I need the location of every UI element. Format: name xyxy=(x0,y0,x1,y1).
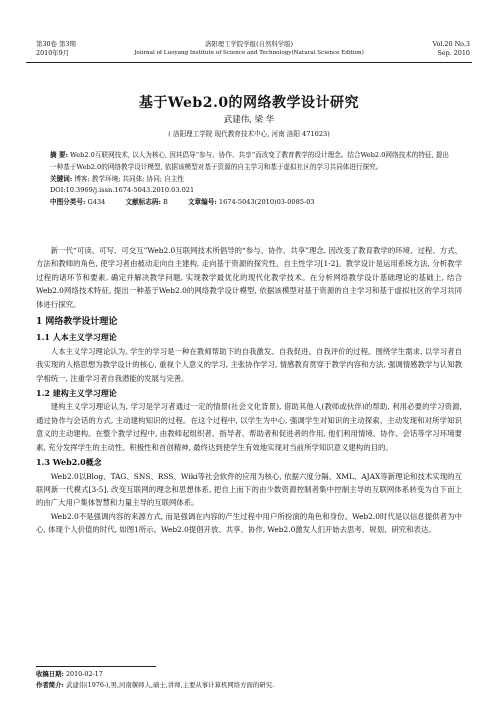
author-bio xyxy=(36,680,462,691)
paper-authors: 武建伟, 梁 华 xyxy=(223,115,275,125)
received-date xyxy=(36,669,462,680)
paragraph-1-2: 建构主义学习理论认为, 学习是学习者通过一定的情景(社会文化背景), 借助其他人(教师或伙伴)的帮助, 利用必要的学习资源, 通过协作与会话的方式, 主动建构知识的过程。在这个过程中, 以学生为中心, 强调学生对知识的主动探索、主动发现和对所学知识意义的主动建构。在整个教学过程中, 由教师起组织者、指导者、帮助者和促进者的作用, 他们利用情境、协作、会话等学习环境要素, 充分发挥学生的主动性、积极性和首创精神, 最终达到使学生有效地实现对当前所学知识意义建构的目的。 xyxy=(36,402,462,452)
article-no-value: 1674-5043(2010)03-0085-03 xyxy=(218,198,315,207)
section-heading-1-2: 1.2 建构主义学习理论 xyxy=(36,388,117,399)
bio-text: 武建伟(1976-),男,河南偃师人,硕士,讲师,主要从事计算机网络方面的研究. xyxy=(65,680,275,689)
abstract-block xyxy=(50,150,450,209)
volume-issue-en: Vol.20 No.3 xyxy=(432,40,470,48)
volume-issue: 第30卷 第3期 xyxy=(36,40,76,48)
article-no-label: 文章编号: xyxy=(187,198,217,207)
classification-row xyxy=(50,197,450,209)
received-label: 收稿日期: xyxy=(36,670,64,678)
header-rule xyxy=(26,62,472,63)
clc-label: 中图分类号: xyxy=(50,198,86,207)
footnote xyxy=(36,666,462,690)
abstract xyxy=(50,150,450,174)
journal-name-cn: 洛阳理工学院学报(自然科学版) xyxy=(204,40,294,48)
section-heading-1-3: 1.3 Web2.0概念 xyxy=(36,457,102,468)
intro-paragraph: 新一代“可读、可写、可交互”Web2.0互联网技术所倡导的“参与、协作、共享”理念, 因改变了教育教学的环境、过程、方式、方法和教师的角色, 使学习者由被动走向自主建构, 走向基于资源的探究性、自主性学习[1-2]。教学设计是运用系统方法, 分析教学过程的诸环节和要素, 确定并解决教学问题, 实现教学最优化的现代化教学技术。在分析网络教学设计基础理论的基础上, 结合Web2.0网络技术特征, 提出一种基于Web2.0的网络教学设计模型, 依据该模型对基于资源的自主学习和基于虚拟社区的学习共同体进行探究。 xyxy=(36,246,462,309)
paper-body xyxy=(36,244,462,537)
issue-date: 2010年9月 xyxy=(36,48,70,57)
paragraph-1-1: 人本主义学习理论认为, 学生的学习是一种在教师帮助下的自我激发、自我促进、自我评价的过程。围绕学生需求, 以学习者自我实现的人格思想为教学设计的核心, 重视个人意义的学习, 主张协作学习, 情感教育贯穿于教学内容和方法, 强调情感教学与认知教学相统一, 注重学习者自我潜能的发展与完善。 xyxy=(36,346,462,383)
section-heading-1-1: 1.1 人本主义学习理论 xyxy=(36,332,117,343)
doc-code-label: 文献标志码: xyxy=(125,198,161,207)
author-affiliation: ( 洛阳理工学院 现代教育技术中心, 河南 洛阳 471023) xyxy=(168,130,330,138)
paragraph-1-3b: Web2.0不是强调内容的来源方式, 而是强调在内容的产生过程中用户所扮演的角色和身份。Web2.0时代是以信息提供者为中心, 体现个人价值的时代, 如图1所示。Web2.0提倡开放、共享、协作, Web2.0激发人们开始去思考、规划、研究和表达。 xyxy=(36,511,462,535)
paper-title: 基于Web2.0的网络教学设计研究 xyxy=(138,95,360,111)
keywords-label: 关键词: xyxy=(50,174,73,183)
keywords xyxy=(50,174,450,186)
running-header xyxy=(26,40,472,62)
doi: DOI:10.3969/j.issn.1674-5043.2010.03.021 xyxy=(50,186,195,195)
keywords-text: 博客; 教学环境; 共同体; 协同; 自主性 xyxy=(74,174,184,183)
paragraph-1-3a: Web2.0以Blog、TAG、SNS、RSS、Wiki等社会软件的应用为核心, 依据六度分隔、XML、AJAX等新理论和技术实现的互联网新一代模式[3-5], 改变互联网的理念和思想体系, 把自上而下的由少数资源控制者集中控制主导的互联网体系转变为自下而上的由广大用户集体智慧和力量主导的互联网体系。 xyxy=(36,471,462,508)
journal-name xyxy=(26,40,472,57)
section-heading-1: 1 网络教学设计理论 xyxy=(36,317,118,328)
abstract-text: Web2.0互联网技术, 以人为核心, 因其倡导“参与、协作、共享”而改变了教育教学的设计理念。结合Web2.0网络技术的特征, 提出一种基于Web2.0的网络教学设计模型, 依据该模型对基于资源的自主学习和基于虚拟社区的学习共同体进行探究。 xyxy=(50,151,449,171)
doc-code-value: B xyxy=(163,198,168,207)
issue-date-en: Sep. 2010 xyxy=(437,48,470,57)
received-value: 2010-02-17 xyxy=(65,670,103,678)
abstract-label: 摘 要: xyxy=(50,151,68,159)
issue-info-en xyxy=(432,40,470,57)
journal-name-en: Journal of Luoyang Institute of Science and Technology(Natural Science Edition) xyxy=(134,49,364,56)
bio-label: 作者简介: xyxy=(36,680,64,689)
footnote-rule xyxy=(36,666,156,667)
clc-value: G434 xyxy=(87,198,106,207)
